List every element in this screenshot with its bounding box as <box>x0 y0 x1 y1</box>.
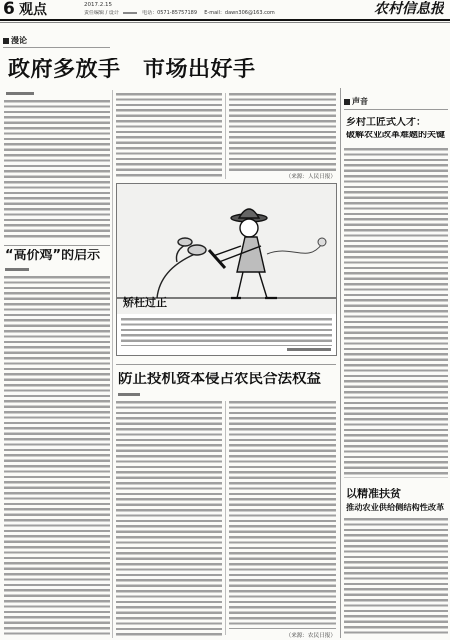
tag-square-icon <box>3 38 9 44</box>
header-meta <box>84 10 294 16</box>
lead-body-col2 <box>116 93 222 177</box>
issue-date: 2017.2.15 <box>84 2 112 8</box>
capital-source: （来源：农民日报） <box>285 633 336 639</box>
chicken-headline: “高价鸡”的启示 <box>5 249 101 263</box>
column-rule-3 <box>225 401 226 635</box>
column-rule-2 <box>225 93 226 179</box>
lead-byline <box>6 92 34 95</box>
sidebar-tag-rule <box>344 109 448 110</box>
sidebar-tag-label: 声音 <box>352 97 368 106</box>
sidebar-rule <box>340 88 341 638</box>
lead-tag-rule <box>3 47 110 48</box>
cartoon-frame <box>116 183 337 356</box>
sidebar-item2-headline-line1: 以精准扶贫 <box>346 488 401 500</box>
header-rule <box>0 19 450 21</box>
tag-square-icon <box>344 99 350 105</box>
chicken-body <box>4 276 110 637</box>
sidebar-item1-headline-line2: 破解农业改革难题的关键 <box>346 131 446 140</box>
column-rule-1 <box>112 90 113 638</box>
cartoon-illustration <box>117 184 336 314</box>
lead-tag-label: 漫论 <box>11 36 27 45</box>
header-rule-thin <box>0 22 450 23</box>
cartoon-title: 矫枉过正 <box>123 296 167 309</box>
editor-name-illegible <box>123 12 137 14</box>
editor-label: 责任编辑 / 设计 <box>84 10 119 16</box>
section-title: 观点 <box>19 2 47 18</box>
sidebar-item2-headline-line2: 推动农业供给侧结构性改革 <box>346 503 445 512</box>
lead-body-col1 <box>4 100 110 239</box>
lead-body-col3 <box>229 93 336 171</box>
email: E-mail：dawn306@163.com <box>204 10 275 16</box>
chicken-byline <box>5 268 29 271</box>
newspaper-logo: 农村信息报 <box>374 1 444 17</box>
lead-headline: 政府多放手 市场出好手 <box>8 58 256 82</box>
capital-body-col1 <box>116 401 222 637</box>
lead-tag <box>3 36 27 46</box>
page-number: 6 <box>3 0 15 19</box>
cartoon-caption <box>121 318 332 346</box>
sidebar-item1-body <box>344 148 448 478</box>
lead-source: （来源：人民日报） <box>285 174 336 180</box>
sidebar-item1-headline-line1: 乡村工匠式人才： <box>346 117 426 128</box>
cartoon-credit <box>287 348 331 351</box>
phone: 电话：0571-85757189 <box>142 10 198 16</box>
capital-byline <box>118 393 140 396</box>
sidebar-tag <box>344 97 368 107</box>
chicken-top-rule <box>4 245 110 246</box>
capital-body-col2 <box>229 401 336 629</box>
capital-top-rule <box>116 364 336 365</box>
capital-headline: 防止投机资本侵占农民合法权益 <box>118 372 321 387</box>
sidebar-item2-body <box>344 518 448 637</box>
